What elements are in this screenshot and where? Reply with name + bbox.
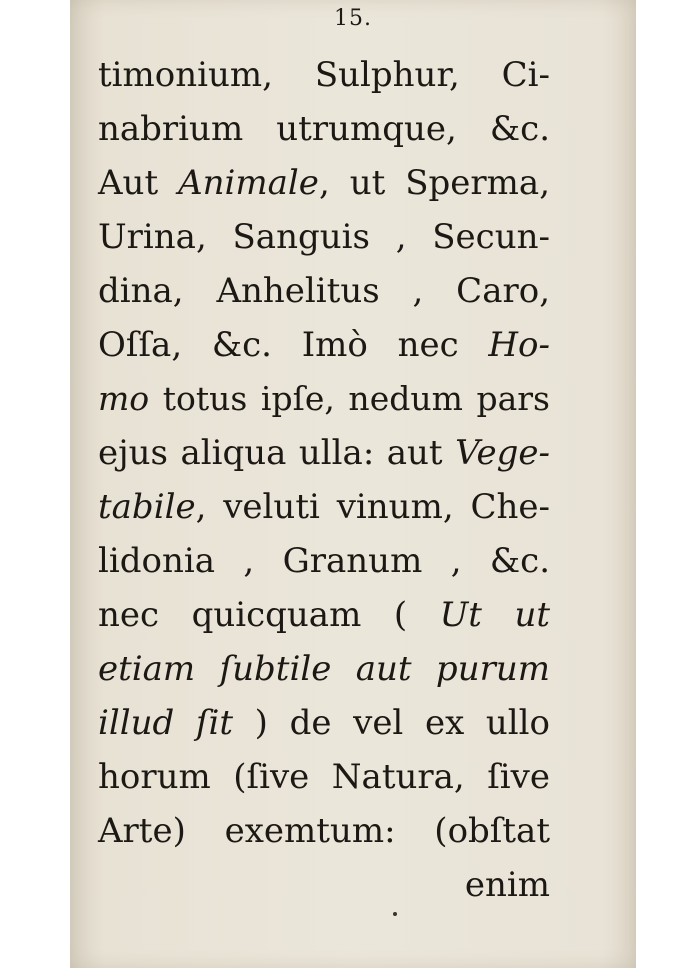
italic-phrase: illud ſit (98, 703, 234, 743)
text-line (98, 642, 550, 696)
catchword: enim (464, 865, 550, 905)
text-line: Oſſa, &c. Imò nec Ho- (98, 325, 550, 365)
text-line: nec quicquam ( Ut ut (98, 595, 550, 635)
text-line: mo totus ipſe, nedum pars (98, 379, 550, 418)
text-line: ejus aliqua ulla: aut Vege- (98, 433, 550, 473)
italic-word: Ut ut (439, 595, 550, 635)
text-line: nabrium utrumque, &c. (98, 109, 550, 149)
text-line: dina, Anhelitus , Caro, (98, 271, 550, 311)
italic-word: Vege- (455, 433, 550, 473)
text-line: timonium, Sulphur, Ci- (98, 55, 550, 95)
body-text (98, 48, 550, 912)
text-line: lidonia , Granum , &c. (98, 541, 550, 581)
text-line: Urina, Sanguis , Secun- (98, 217, 550, 257)
italic-word: Ho- (488, 325, 550, 365)
text-line: illud ſit ) de vel ex ullo (98, 703, 550, 743)
page-number: 15. (334, 6, 372, 31)
ink-speck (393, 912, 397, 916)
text-line: tabile, veluti vinum, Che- (98, 487, 550, 527)
italic-word: tabile (98, 487, 196, 527)
text-line: Aut Animale, ut Sperma, (98, 163, 551, 203)
italic-phrase: etiam ſubtile aut purum (98, 649, 550, 689)
book-page (70, 0, 636, 968)
italic-word: Animale (178, 163, 319, 203)
text-line: Arte) exemtum: (obſtat (98, 811, 550, 851)
italic-word: mo (98, 379, 150, 418)
text-line: horum (ſive Natura, ſive (98, 757, 550, 797)
